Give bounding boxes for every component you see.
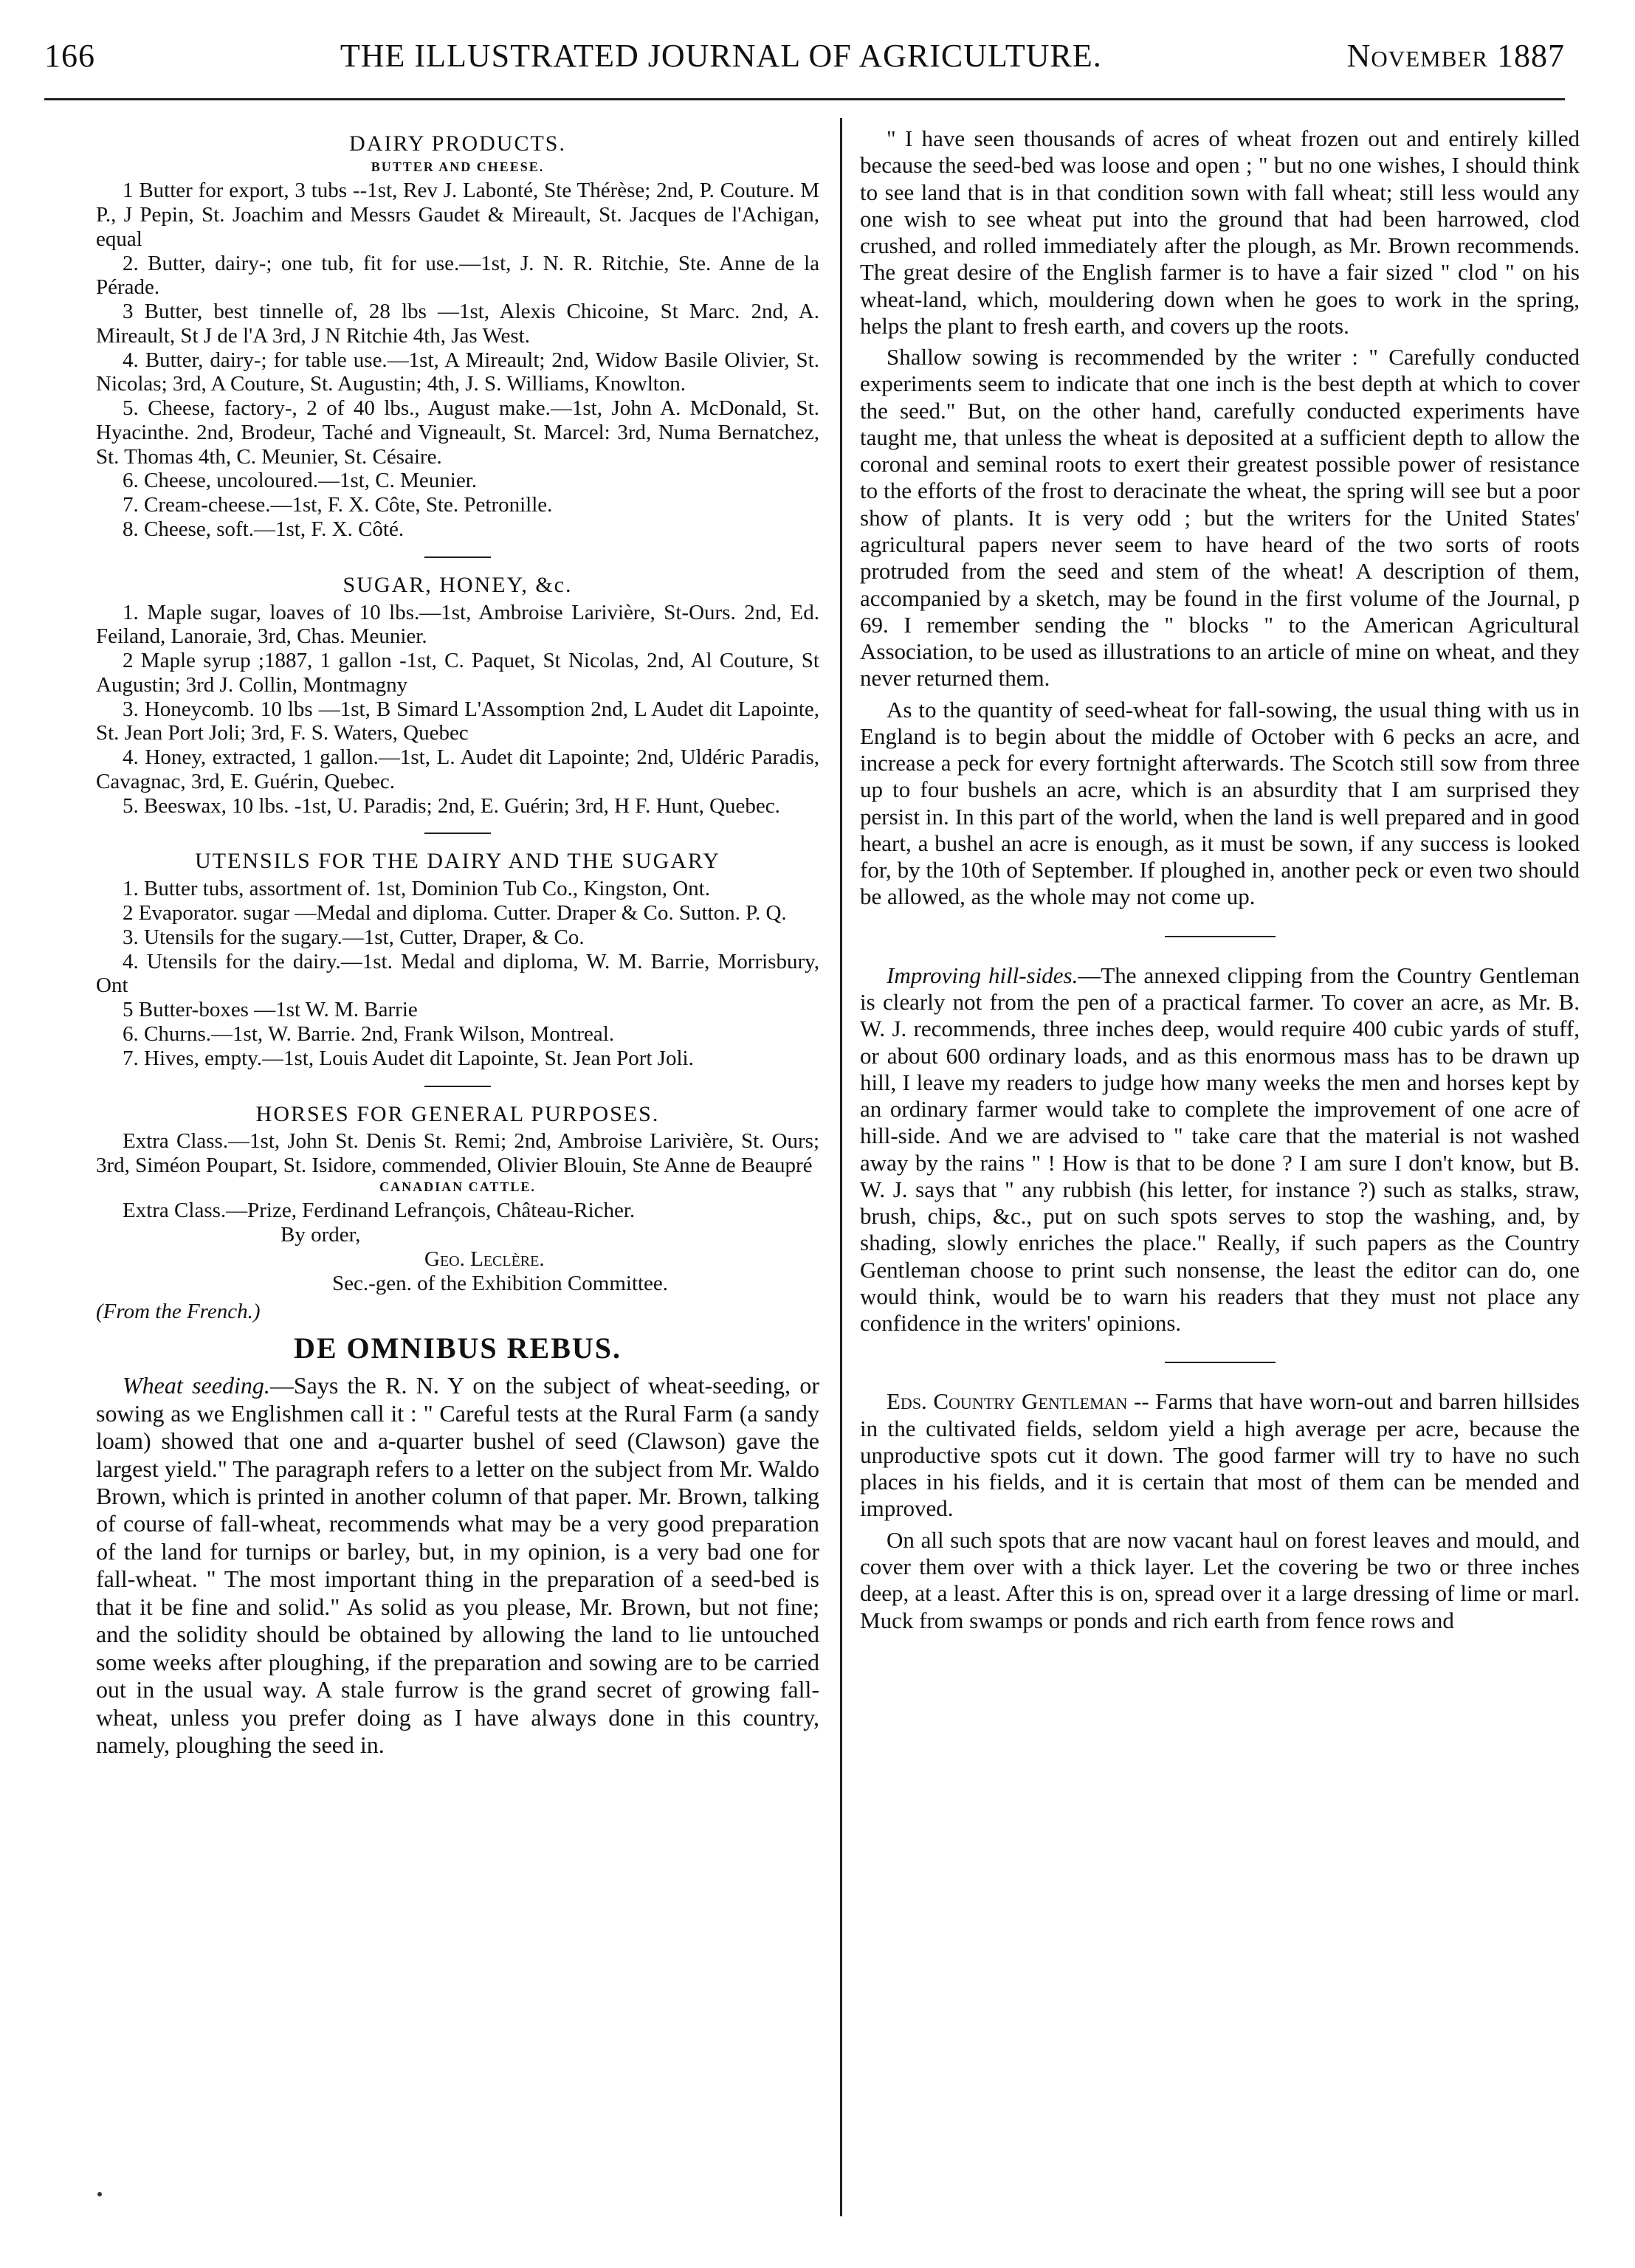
signature-role: Sec.-gen. of the Exhibition Committee. — [332, 1271, 669, 1295]
subheading-cattle: CANADIAN CATTLE. — [379, 1179, 536, 1194]
paragraph-lead: Eds. Country Gentleman — [887, 1388, 1128, 1415]
list-item: 1. Maple sugar, loaves of 10 lbs.—1st, Ambroise Larivière, St-Ours. 2nd, Ed. Feiland, Lanoraie, 3rd, Chas. Meunier. — [96, 600, 819, 649]
list-item: 4. Honey, extracted, 1 gallon.—1st, L. Audet dit Lapointe; 2nd, Uldéric Paradis, Cavagnac, 3rd, E. Guérin, Quebec. — [96, 745, 819, 793]
list-item: 5. Beeswax, 10 lbs. -1st, U. Paradis; 2nd, E. Guérin; 3rd, H F. Hunt, Quebec. — [123, 793, 780, 818]
list-item: Extra Class.—Prize, Ferdinand Lefrançois, Château-Richer. — [123, 1199, 636, 1223]
list-item: 1. Butter tubs, assortment of. 1st, Dominion Tub Co., Kingston, Ont. — [123, 877, 710, 901]
divider — [424, 1086, 491, 1087]
right-column — [860, 125, 1580, 2165]
journal-title: THE ILLUSTRATED JOURNAL OF AGRICULTURE. — [340, 37, 1102, 74]
signature-by-order: By order, — [280, 1223, 361, 1247]
print-speck — [97, 2192, 102, 2196]
article-paragraph — [96, 1372, 819, 1759]
list-item: 8. Cheese, soft.—1st, F. X. Côté. — [123, 517, 405, 541]
paragraph-lead: Improving hill-sides. — [887, 962, 1078, 988]
list-item: 3. Utensils for the sugary.—1st, Cutter, Draper, & Co. — [123, 925, 585, 949]
article-paragraph — [860, 962, 1580, 1337]
article-paragraph — [860, 1388, 1580, 1522]
article-paragraph: On all such spots that are now vacant haul on forest leaves and mould, and cover them over with a thick layer. Let the covering be two or three inches deep, at a least. After this is on, spread over it a large dressing of lime or marl. Muck from swamps or ponds and rich earth from fence rows and — [860, 1526, 1580, 1633]
divider — [1165, 936, 1276, 937]
paragraph-text: —The annexed clipping from the Country Gentleman is clearly not from the pen of a practical farmer. To cover an acre, as Mr. B. W. J. recommends, three inches deep, would require 400 cubic yards of stuff, or about 600 ordinary loads, and as this enormous mass has to be drawn up hill, I leave my readers to judge how many weeks the men and horses kept by an ordinary farmer would take to complete the improvement of one acre of hill-side. And we are advised to " take care that the material is not washed away by the rains " ! How is that to be done ? I am sure I don't know, but B. W. J. says that " any rubbish (his letter, for instance ?) such as stalks, straw, brush, chips, &c., put on such spots serves to stop the washing, and, by shading, slowly enriches the place." Really, if such papers as the Country Gentleman choose to print such nonsense, the least the editor can do, one would think, would be to warn his readers that they must not place any confidence in the writers' opinions. — [860, 962, 1580, 1337]
list-item: Extra Class.—1st, John St. Denis St. Remi; 2nd, Ambroise Larivière, St. Ours; 3rd, Siméon Poupart, St. Isidore, commended, Olivier Blouin, Ste Anne de Beaupré — [96, 1129, 819, 1178]
section-heading-horses: HORSES FOR GENERAL PURPOSES. — [255, 1101, 660, 1126]
subheading-butter-cheese: BUTTER AND CHEESE. — [371, 159, 545, 174]
divider — [424, 833, 491, 834]
list-item: 6. Churns.—1st, W. Barrie. 2nd, Frank Wilson, Montreal. — [123, 1021, 615, 1046]
list-item: 3. Honeycomb. 10 lbs —1st, B Simard L'Assomption 2nd, L Audet dit Lapointe, St. Jean Port Joli; 3rd, F. S. Waters, Quebec — [96, 697, 819, 745]
signature-name: Geo. Leclère. — [424, 1247, 545, 1271]
list-item: 5. Cheese, factory-, 2 of 40 lbs., August make.—1st, John A. McDonald, St. Hyacinthe. 2nd, Brodeur, Taché and Vigneault, St. Marcel: 3rd, Numa Bernatchez, St. Thomas 4th, C. Meunier, St. Césaire. — [96, 396, 819, 469]
article-paragraph: Shallow sowing is recommended by the writer : " Carefully conducted experiments seem to indicate that one inch is the best depth at which to cover the seed." But, on the other hand, carefully conducted experiments have taught me, that unless the wheat is deposited at a sufficient depth to allow the coronal and seminal roots to exert their greatest possible power of resistance to the efforts of the frost to deracinate the wheat, the spring will see but a poor show of plants. It is very odd ; but the writers for the United States' agricultural papers never seem to have heard of the two sorts of roots protruded from the seed and stem of the wheat! A description of them, accompanied by a sketch, may be found in the first volume of the Journal, p 69. I remember sending the " blocks " to the American Agricultural Association, to be used as illustrations to an article of mine on wheat, and they never returned them. — [860, 344, 1580, 692]
list-item: 6. Cheese, uncoloured.—1st, C. Meunier. — [123, 469, 478, 493]
list-item: 4. Utensils for the dairy.—1st. Medal and diploma, W. M. Barrie, Morrisbury, Ont — [96, 949, 819, 998]
list-item: 3 Butter, best tinnelle of, 28 lbs —1st, Alexis Chicoine, St Marc. 2nd, A. Mireault, St J de l'A 3rd, J N Ritchie 4th, Jas West. — [96, 300, 819, 348]
section-heading-sugar: SUGAR, HONEY, &c. — [343, 572, 573, 597]
list-item: 7. Cream-cheese.—1st, F. X. Côte, Ste. Petronille. — [123, 493, 553, 517]
article-heading: DE OMNIBUS REBUS. — [293, 1331, 622, 1365]
page-number: 166 — [44, 37, 95, 74]
column-rule — [840, 118, 842, 2216]
left-column — [96, 125, 819, 2165]
list-item: 1 Butter for export, 3 tubs --1st, Rev J. Labonté, Ste Thérèse; 2nd, P. Couture. M P., J Pepin, St. Joachim and Messrs Gaudet & Mireault, St. Jacques de l'Achigan, equal — [96, 179, 819, 251]
list-item: 2. Butter, dairy-; one tub, fit for use.—1st, J. N. R. Ritchie, Ste. Anne de la Pérade. — [96, 251, 819, 300]
paragraph-text: -- Farms that have worn-out and barren hillsides in the cultivated fields, seldom yield a high average per acre, because the unproductive spots cut it down. The good farmer will try to have no such places in his fields, and it is certain that most of them can be mended and improved. — [860, 1388, 1580, 1522]
list-item: 4. Butter, dairy-; for table use.—1st, A Mireault; 2nd, Widow Basile Olivier, St. Nicolas; 3rd, A Couture, St. Augustin; 4th, J. S. Williams, Knowlton. — [96, 348, 819, 396]
article-paragraph: As to the quantity of seed-wheat for fall-sowing, the usual thing with us in England is to begin about the middle of October with 6 pecks an acre, and increase a peck for every fortnight afterwards. The Scotch still sow from three up to four bushels an acre, which is an absurdity that I am surprised they persist in. In this part of the world, when the land is well prepared and in good heart, a bushel an acre is enough, as it must be sown, if any success is looked for, by the 10th of September. If ploughed in, another peck or even two should be allowed, as the whole may not come up. — [860, 696, 1580, 910]
list-item: 5 Butter-boxes —1st W. M. Barrie — [123, 998, 418, 1022]
header-rule — [44, 98, 1565, 100]
divider — [424, 556, 491, 558]
article-paragraph: " I have seen thousands of acres of wheat frozen out and entirely killed because the seed-bed was loose and open ; " but no one wishes, I should think to see land that is in that condition sown with fall wheat; still less would any one wish to see wheat put into the ground that had been harrowed, clod crushed, and rolled immediately after the plough, as Mr. Brown recommends. The great desire of the English farmer is to have a fair sized " clod " on his wheat-land, which, mouldering down when he goes to work in the spring, helps the plant to fresh earth, and covers up the roots. — [860, 125, 1580, 339]
section-heading-dairy: DAIRY PRODUCTS. — [349, 131, 566, 156]
list-item: 2 Evaporator. sugar —Medal and diploma. Cutter. Draper & Co. Sutton. P. Q. — [123, 901, 787, 926]
section-heading-utensils: UTENSILS FOR THE DAIRY AND THE SUGARY — [195, 849, 720, 874]
issue-date: November 1887 — [1346, 37, 1565, 74]
divider — [1165, 1362, 1276, 1363]
paragraph-text: —Says the R. N. Y on the subject of wheat-seeding, or sowing as we Englishmen call it : " Careful tests at the Rural Farm (a sandy loam) showed that one and a-quarter bushel of seed (Clawson) gave the largest yield." The paragraph refers to a letter on the subject from Mr. Waldo Brown, which is printed in another column of that paper. Mr. Brown, talking of course of fall-wheat, recommends what may be a very good preparation of the land for turnips or barley, but, in my opinion, is a very bad one for fall-wheat. " The most important thing in the preparation of a seed-bed is that it be fine and solid." As solid as you please, Mr. Brown, but not fine; and the solidity should be obtained by allowing the land to lie untouched some weeks after ploughing, if the preparation and sowing are to be carried out in the usual way. A stale furrow is the grand secret of growing fall-wheat, unless you prefer doing as I have always done in this country, namely, ploughing the seed in. — [96, 1372, 819, 1758]
running-head — [44, 30, 1565, 81]
list-item: 7. Hives, empty.—1st, Louis Audet dit Lapointe, St. Jean Port Joli. — [123, 1046, 694, 1070]
source-note: (From the French.) — [96, 1300, 261, 1324]
list-item: 2 Maple syrup ;1887, 1 gallon -1st, C. Paquet, St Nicolas, 2nd, Al Couture, St Augustin; 3rd J. Collin, Montmagny — [96, 649, 819, 697]
paragraph-lead: Wheat seeding. — [123, 1372, 270, 1399]
